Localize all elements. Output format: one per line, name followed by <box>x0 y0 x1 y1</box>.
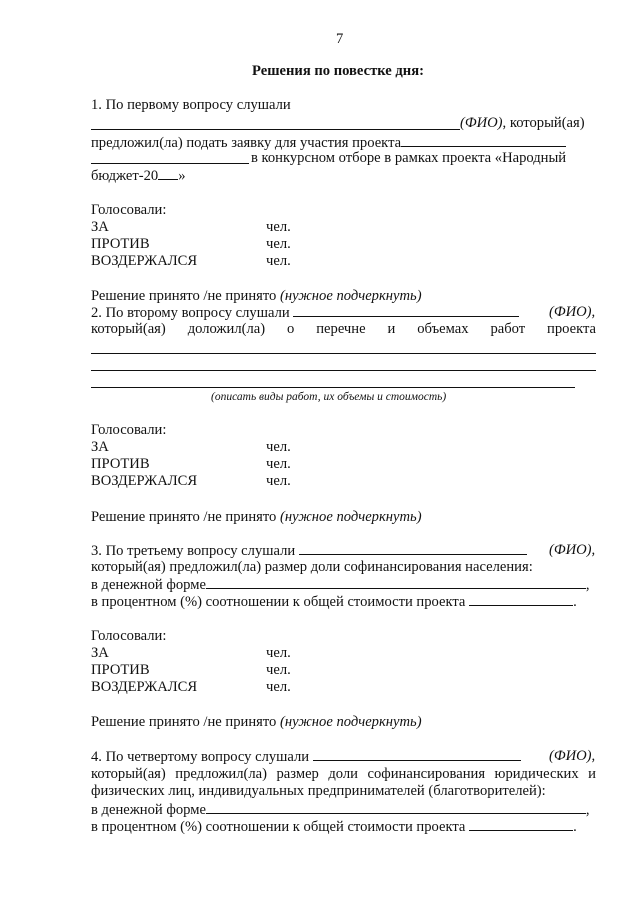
q3-line2: который(ая) предложил(ла) размер доли софинансирования населения: <box>91 559 533 575</box>
decision-3: Решение принято /не принято (нужное подчеркнуть) <box>91 714 422 730</box>
vote-abstain-label: ВОЗДЕРЖАЛСЯ <box>91 679 198 695</box>
q2-heading: 2. По второму вопросу слушали <box>91 303 519 322</box>
q4-line5: в процентном (%) соотношении к общей стоимости проекта . <box>91 819 577 835</box>
q3-fio: (ФИО), <box>549 542 596 558</box>
vote-against-label: ПРОТИВ <box>91 236 150 252</box>
q2-blank-line-2 <box>91 370 596 371</box>
q4-fio: (ФИО), <box>549 748 596 764</box>
q4-line3: физических лиц, индивидуальных предпринимателей (благотворителей): <box>91 783 546 799</box>
q4-line2: который(ая) предложил(ла) размер доли софинансирования юридических и <box>91 766 596 782</box>
decision-2: Решение принято /не принято (нужное подчеркнуть) <box>91 509 422 525</box>
vote-abstain-unit: чел. <box>266 253 291 269</box>
vote-label: Голосовали: <box>91 628 167 644</box>
q3-line3: в денежной форме , <box>91 577 590 593</box>
vote-label: Голосовали: <box>91 422 167 438</box>
q1-line4: в конкурсном отборе в рамках проекта «Народный <box>251 150 567 166</box>
q2-caption: (описать виды работ, их объемы и стоимость) <box>211 391 447 403</box>
page-title: Решения по повестке дня: <box>252 63 424 79</box>
vote-against-unit: чел. <box>266 456 291 472</box>
q1-heading: 1. По первому вопросу слушали <box>91 97 291 113</box>
q1-project-blank <box>91 163 249 164</box>
q4-line4: в денежной форме , <box>91 802 590 818</box>
q3-line4: в процентном (%) соотношении к общей стоимости проекта . <box>91 594 577 610</box>
vote-for-label: ЗА <box>91 439 109 455</box>
q1-fio-blank <box>91 129 460 130</box>
vote-label: Голосовали: <box>91 202 167 218</box>
vote-abstain-label: ВОЗДЕРЖАЛСЯ <box>91 473 198 489</box>
q1-line3: предложил(ла) подать заявку для участия проекта <box>91 133 566 152</box>
vote-against-unit: чел. <box>266 662 291 678</box>
vote-for-label: ЗА <box>91 219 109 235</box>
vote-against-label: ПРОТИВ <box>91 456 150 472</box>
page-number: 7 <box>336 31 344 47</box>
q1-fio-line: (ФИО), который(ая) <box>460 115 585 131</box>
vote-abstain-label: ВОЗДЕРЖАЛСЯ <box>91 253 198 269</box>
decision-1: Решение принято /не принято (нужное подчеркнуть) <box>91 288 422 304</box>
q1-line5: бюджет-20 » <box>91 168 186 184</box>
vote-against-label: ПРОТИВ <box>91 662 150 678</box>
q2-fio: (ФИО), <box>549 304 596 320</box>
q4-heading: 4. По четвертому вопросу слушали <box>91 747 521 766</box>
vote-for-unit: чел. <box>266 645 291 661</box>
vote-abstain-unit: чел. <box>266 473 291 489</box>
q2-line2: который(ая) доложил(ла) о перечне и объемах работ проекта <box>91 321 597 337</box>
vote-abstain-unit: чел. <box>266 679 291 695</box>
vote-for-unit: чел. <box>266 219 291 235</box>
q2-blank-line-1 <box>91 353 596 354</box>
vote-for-unit: чел. <box>266 439 291 455</box>
vote-for-label: ЗА <box>91 645 109 661</box>
q3-heading: 3. По третьему вопросу слушали <box>91 541 527 560</box>
vote-against-unit: чел. <box>266 236 291 252</box>
